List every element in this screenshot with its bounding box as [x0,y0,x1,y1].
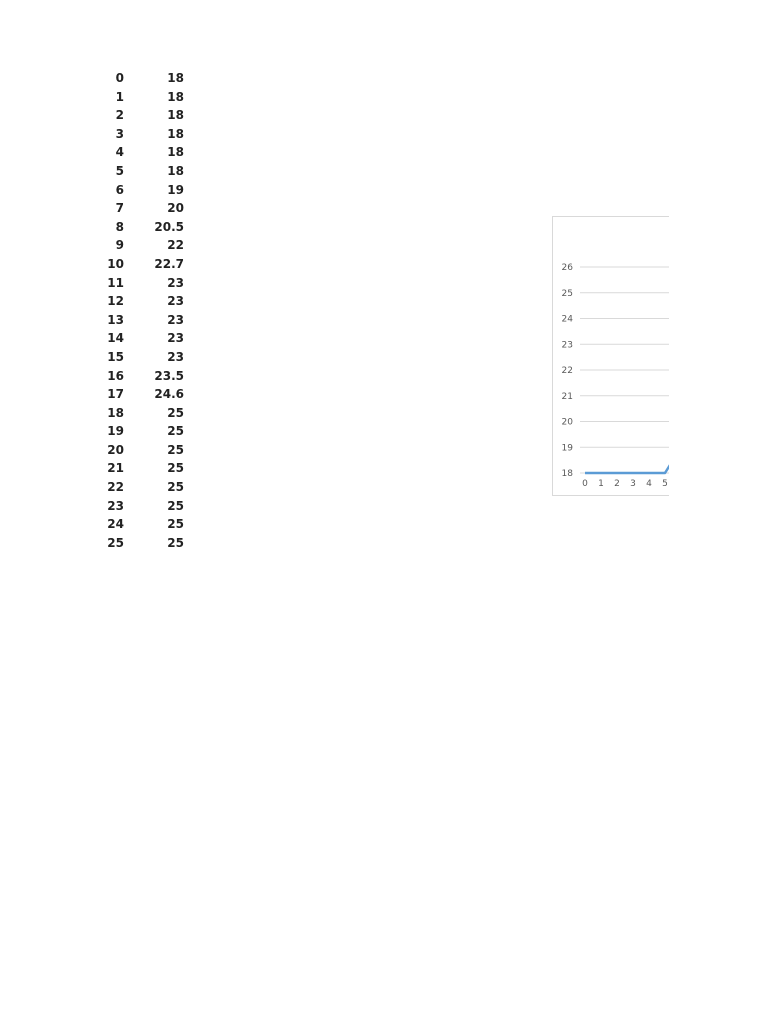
chart-y-tick-label: 20 [561,417,573,428]
chart-y-tick-label: 23 [561,340,573,351]
table-cell-y: 25 [167,405,184,420]
table-cell-x: 2 [115,108,124,123]
table-cell-x: 1 [115,89,124,104]
table-cell-y: 23 [167,312,184,327]
table-row [96,181,184,200]
table-cell-x: 13 [107,312,124,327]
table-cell-y: 20.5 [154,219,184,234]
table-row [96,255,184,274]
chart-x-tick-label: 0 [582,479,588,489]
table-cell-x: 6 [115,182,124,197]
table-row [96,385,184,404]
data-table [96,69,184,552]
chart-y-tick-label: 21 [561,391,573,402]
table-row [96,218,184,237]
table-row [96,367,184,386]
table-row [96,497,184,516]
table-cell-x: 15 [107,349,124,364]
chart-x-tick-label: 1 [598,479,604,489]
table-row [96,422,184,441]
chart-x-tick-label: 3 [630,479,636,489]
table-cell-y: 18 [167,108,184,123]
table-cell-x: 23 [107,498,124,513]
table-row [96,106,184,125]
table-row [96,143,184,162]
table-row [96,236,184,255]
table-cell-x: 25 [107,535,124,550]
table-row [96,348,184,367]
table-cell-y: 23 [167,275,184,290]
table-cell-y: 25 [167,442,184,457]
table-cell-x: 9 [115,238,124,253]
table-cell-x: 4 [115,145,124,160]
table-cell-x: 8 [115,219,124,234]
table-row [96,162,184,181]
line-chart-svg [553,217,669,495]
table-cell-y: 25 [167,424,184,439]
table-cell-y: 18 [167,163,184,178]
table-cell-y: 18 [167,89,184,104]
table-row [96,125,184,144]
data-table-body [96,69,184,552]
chart-x-tick-label: 4 [646,479,652,489]
chart-y-tick-label: 24 [561,314,573,325]
table-row [96,478,184,497]
chart-x-tick-labels [582,479,668,489]
table-row [96,404,184,423]
table-row [96,199,184,218]
table-row [96,534,184,553]
table-row [96,88,184,107]
table-cell-y: 23.5 [154,368,184,383]
table-cell-y: 25 [167,461,184,476]
table-row [96,311,184,330]
table-cell-y: 25 [167,535,184,550]
table-cell-y: 18 [167,71,184,85]
table-cell-x: 20 [107,442,124,457]
table-cell-y: 25 [167,480,184,495]
table-row [96,329,184,348]
table-cell-x: 3 [115,126,124,141]
table-cell-x: 11 [107,275,124,290]
table-cell-x: 22 [107,480,124,495]
table-row [96,441,184,460]
table-cell-x: 12 [107,294,124,309]
table-row [96,292,184,311]
chart-series-line [585,293,669,473]
table-cell-y: 18 [167,126,184,141]
table-cell-x: 14 [107,331,124,346]
chart-y-tick-label: 19 [561,443,573,454]
table-row [96,459,184,478]
table-cell-x: 0 [115,71,124,85]
table-cell-y: 23 [167,349,184,364]
table-cell-x: 18 [107,405,124,420]
table-cell-x: 21 [107,461,124,476]
table-cell-x: 5 [115,163,124,178]
line-chart[interactable] [552,216,669,496]
table-row [96,69,184,88]
table-cell-y: 18 [167,145,184,160]
chart-gridlines [580,267,669,473]
table-cell-x: 17 [107,387,124,402]
table-cell-x: 10 [107,256,124,271]
table-row [96,515,184,534]
table-cell-y: 22 [167,238,184,253]
table-cell-y: 19 [167,182,184,197]
chart-x-tick-label: 2 [614,479,620,489]
table-cell-x: 16 [107,368,124,383]
chart-y-tick-label: 22 [561,366,573,376]
table-cell-y: 24.6 [154,387,184,402]
table-cell-x: 24 [107,517,124,532]
table-cell-y: 23 [167,331,184,346]
table-cell-y: 23 [167,294,184,309]
chart-y-tick-label: 25 [561,288,573,299]
chart-y-tick-label: 18 [561,469,573,479]
table-cell-x: 19 [107,424,124,439]
table-cell-y: 22.7 [154,256,184,271]
chart-x-tick-label: 5 [662,479,668,489]
table-cell-x: 7 [115,201,124,216]
table-cell-y: 20 [167,201,184,216]
chart-y-tick-label: 26 [561,263,573,273]
chart-series [585,293,669,473]
chart-y-tick-labels [562,263,574,479]
table-cell-y: 25 [167,517,184,532]
table-row [96,274,184,293]
table-cell-y: 25 [167,498,184,513]
